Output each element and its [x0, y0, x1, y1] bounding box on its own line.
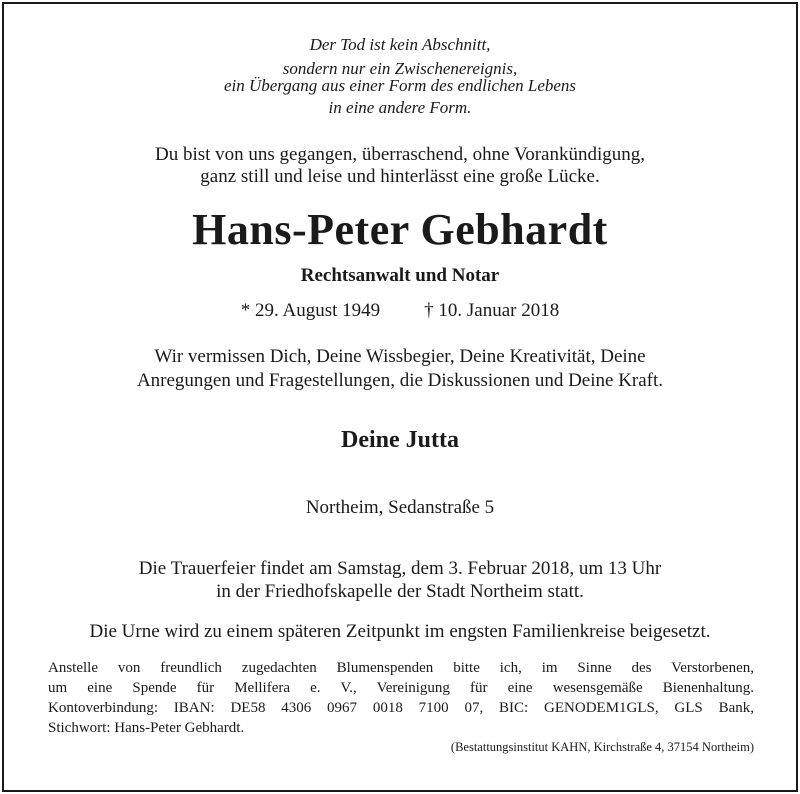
donation-note — [48, 658, 754, 738]
funeral-line: Die Trauerfeier findet am Samstag, dem 3. Februar 2018, um 13 Uhr — [138, 558, 662, 579]
funeral-line: in der Friedhofskapelle der Stadt Northeim statt. — [216, 581, 584, 602]
donation-line: Stichwort: Hans-Peter Gebhardt. — [48, 720, 245, 736]
signed-by: Deine Jutta — [341, 427, 459, 453]
poem-line: in eine andere Form. — [328, 98, 472, 117]
intro-line: Du bist von uns gegangen, überraschend, ohne Vorankündigung, — [154, 144, 646, 165]
donation-line: um eine Spende für Mellifera e. V., Vereinigung für eine wesensgemäße Bienenhaltung. — [48, 680, 754, 696]
deceased-name: Hans-Peter Gebhardt — [192, 205, 608, 254]
undertaker-credit: (Bestattungsinstitut KAHN, Kirchstraße 4, 37154 Northeim) — [450, 740, 754, 754]
profession: Rechtsanwalt und Notar — [300, 265, 500, 286]
poem-line: Der Tod ist kein Abschnitt, — [309, 35, 491, 54]
poem-line: sondern nur ein Zwischenereignis, — [282, 59, 518, 78]
donation-line: Kontoverbindung: IBAN: DE58 4306 0967 0018 7100 07, BIC: GENODEM1GLS, GLS Bank, — [48, 700, 754, 716]
donation-line: Anstelle von freundlich zugedachten Blumenspenden bitte ich, im Sinne des Verstorbenen, — [48, 660, 754, 676]
death-date: † 10. Januar 2018 — [424, 300, 560, 321]
birth-date: * 29. August 1949 — [240, 300, 381, 321]
mourner-address: Northeim, Sedanstraße 5 — [305, 497, 495, 518]
poem-line: ein Übergang aus einer Form des endlichen Lebens — [223, 76, 577, 95]
miss-line: Wir vermissen Dich, Deine Wissbegier, Deine Kreativität, Deine — [154, 346, 646, 367]
urn-notice: Die Urne wird zu einem späteren Zeitpunkt im engsten Familienkreise beigesetzt. — [89, 621, 711, 642]
intro-line: ganz still und leise und hinterlässt eine große Lücke. — [200, 166, 600, 187]
life-dates — [0, 299, 800, 323]
miss-line: Anregungen und Fragestellungen, die Diskussionen und Deine Kraft. — [136, 370, 664, 391]
